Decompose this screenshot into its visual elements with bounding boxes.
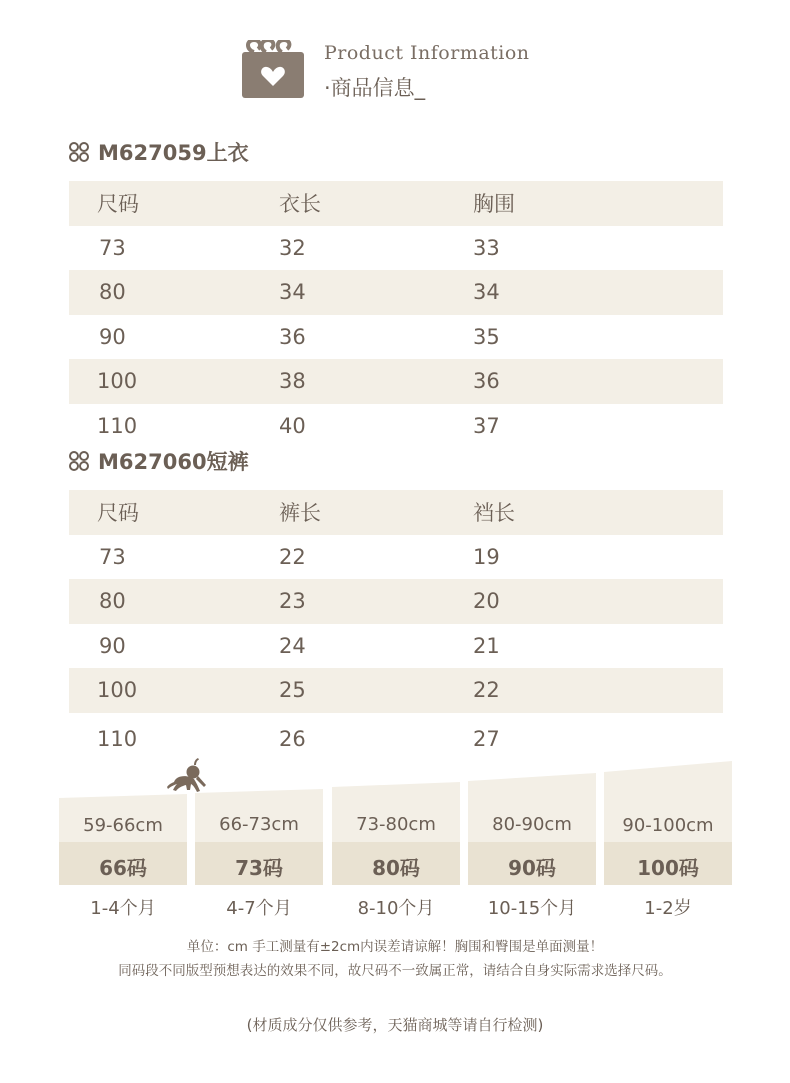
age-range-label: 1-2岁 <box>644 898 692 919</box>
size-cell: 90 <box>99 324 126 349</box>
size-cell: 80 <box>99 280 126 305</box>
table-row <box>69 624 723 669</box>
age-range-label: 4-7个月 <box>226 898 292 919</box>
header-cell: 衣长 <box>279 192 321 217</box>
size-cell: 73 <box>99 235 126 260</box>
header-title-cn: ·商品信息_ <box>324 76 426 100</box>
table-row <box>69 226 723 271</box>
section-title-shorts <box>68 447 249 475</box>
section-title-text: M627059上衣 <box>98 141 249 165</box>
header-cell: 尺码 <box>97 501 139 526</box>
size-variance-note: 同码段不同版型预想表达的效果不同，故尺码不一致属正常，请结合自身实际需求选择尺码。 <box>118 963 672 979</box>
chest-cell: 36 <box>473 369 500 394</box>
size-code-label: 80码 <box>372 856 420 880</box>
material-disclaimer: (材质成分仅供参考，天猫商城等请自行检测) <box>246 1016 544 1034</box>
chest-cell: 34 <box>473 280 500 305</box>
header-cell: 胸围 <box>473 192 515 217</box>
height-range-label: 73-80cm <box>356 814 436 835</box>
four-circles-icon <box>68 450 90 472</box>
rise-cell: 22 <box>473 678 500 703</box>
size-code-label: 100码 <box>637 856 699 880</box>
age-range-label: 10-15个月 <box>487 898 577 919</box>
length-cell: 24 <box>279 633 306 658</box>
header-title-en: Product Information <box>324 42 530 64</box>
size-code-label: 73码 <box>235 856 283 880</box>
size-code-label: 90码 <box>508 856 556 880</box>
table-header-row <box>69 490 723 535</box>
crawling-baby-icon <box>166 758 210 798</box>
size-cell: 100 <box>97 678 138 703</box>
length-cell: 32 <box>279 235 306 260</box>
chest-cell: 37 <box>473 413 500 438</box>
rise-cell: 19 <box>473 544 500 569</box>
size-cell: 73 <box>99 544 126 569</box>
header-cell: 裤长 <box>279 501 321 526</box>
length-cell: 23 <box>279 589 306 614</box>
size-table-top <box>69 181 723 448</box>
length-cell: 34 <box>279 280 306 305</box>
rise-cell: 20 <box>473 589 500 614</box>
height-range-label: 80-90cm <box>492 814 572 835</box>
length-cell: 22 <box>279 544 306 569</box>
header-cell: 尺码 <box>97 192 139 217</box>
chest-cell: 35 <box>473 324 500 349</box>
section-title-text: M627060短裤 <box>98 450 249 474</box>
table-header-row <box>69 181 723 226</box>
length-cell: 40 <box>279 413 306 438</box>
size-cell: 90 <box>99 633 126 658</box>
section-title-top <box>68 138 249 166</box>
shopping-bag-heart-icon <box>242 40 304 98</box>
length-cell: 38 <box>279 369 306 394</box>
rise-cell: 27 <box>473 726 500 751</box>
height-range-label: 66-73cm <box>219 814 299 835</box>
height-range-label: 90-100cm <box>622 815 714 836</box>
height-range-label: 59-66cm <box>83 815 163 836</box>
length-cell: 25 <box>279 678 306 703</box>
size-cell: 80 <box>99 589 126 614</box>
table-row <box>69 270 723 315</box>
table-row <box>69 315 723 360</box>
table-row <box>69 404 723 449</box>
table-row <box>69 579 723 624</box>
four-circles-icon <box>68 141 90 163</box>
table-row <box>69 668 723 713</box>
size-cell: 110 <box>97 726 138 751</box>
chest-cell: 33 <box>473 235 500 260</box>
table-row <box>69 535 723 580</box>
length-cell: 36 <box>279 324 306 349</box>
rise-cell: 21 <box>473 633 500 658</box>
age-range-label: 8-10个月 <box>357 898 435 919</box>
header-cell: 裆长 <box>473 501 515 526</box>
measurement-note: 单位：cm 手工测量有±2cm内误差请谅解！胸围和臀围是单面测量！ <box>186 939 604 955</box>
size-code-label: 66码 <box>99 856 147 880</box>
size-table-shorts <box>69 490 723 765</box>
table-row <box>69 359 723 404</box>
length-cell: 26 <box>279 726 306 751</box>
age-range-label: 1-4个月 <box>90 898 156 919</box>
size-cell: 110 <box>97 413 138 438</box>
size-cell: 100 <box>97 369 138 394</box>
